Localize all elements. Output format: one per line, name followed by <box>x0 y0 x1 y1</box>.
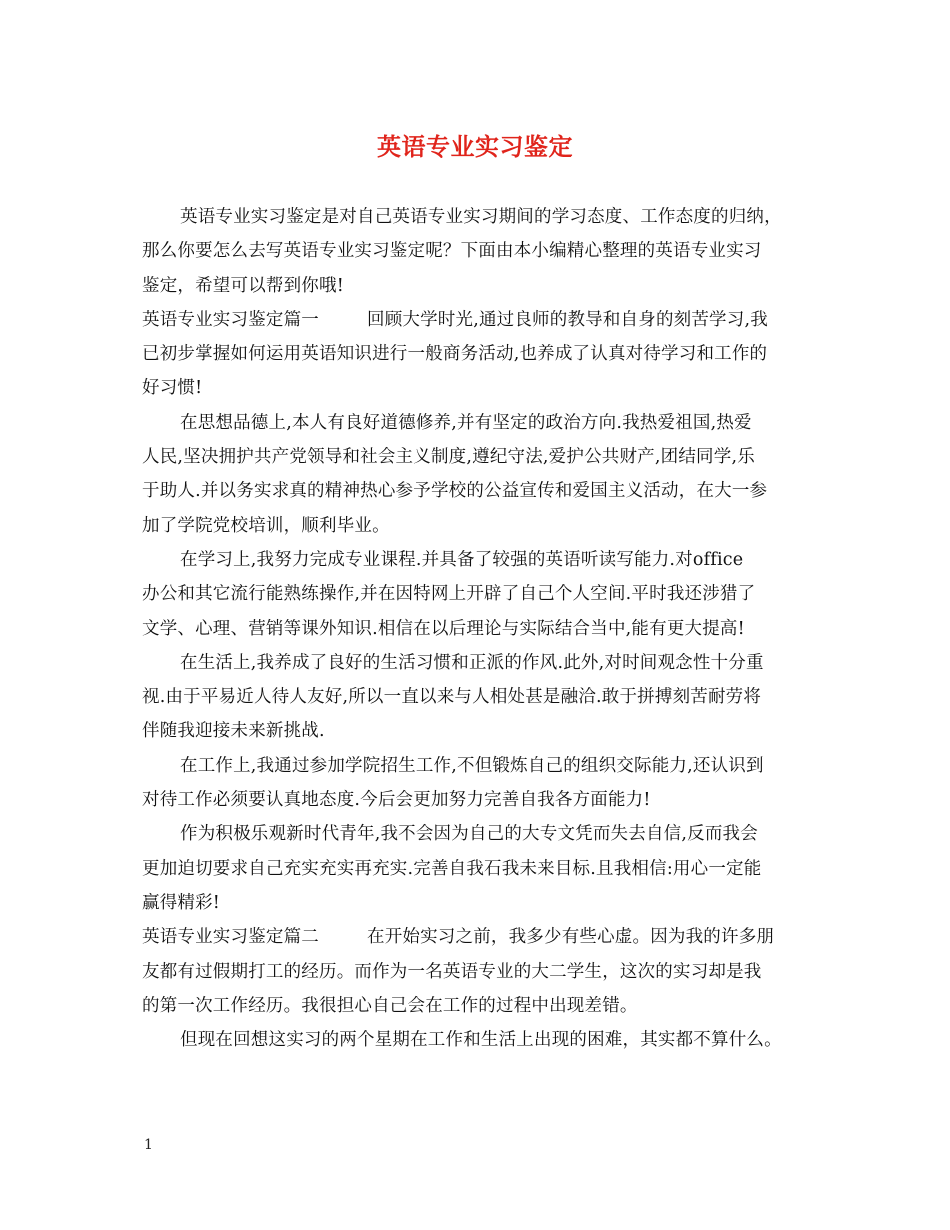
intro-line: 英语专业实习鉴定是对自己英语专业实习期间的学习态度、工作态度的归纳， <box>180 207 782 227</box>
life-line: 在生活上,我养成了良好的生活习惯和正派的作风.此外,对时间观念性十分重 <box>180 652 764 673</box>
page-number: 1 <box>144 1137 153 1153</box>
section-two-text: 在开始实习之前，我多少有些心虚。因为我的许多朋 <box>367 927 775 948</box>
moral-line: 人民,坚决拥护共产党领导和社会主义制度,遵纪守法,爱护公共财产,团结同学,乐 <box>142 447 755 468</box>
study-line: 在学习上,我努力完成专业课程.并具备了较强的英语听读写能力.对office <box>180 549 744 570</box>
intro-line: 鉴定，希望可以帮到你哦! <box>142 275 344 296</box>
youth-line: 更加迫切要求自己充实充实再充实.完善自我石我未来目标.且我相信:用心一定能 <box>142 858 762 879</box>
section-two-line: 友都有过假期打工的经历。而作为一名英语专业的大二学生，这次的实习却是我 <box>142 961 762 982</box>
section-two-heading: 英语专业实习鉴定篇二 <box>142 927 319 948</box>
work-line: 在工作上,我通过参加学院招生工作,不但锻炼自己的组织交际能力,还认识到 <box>180 755 764 776</box>
section-one-first-line <box>142 303 810 337</box>
document-title: 英语专业实习鉴定 <box>377 132 573 161</box>
section-one-heading: 英语专业实习鉴定篇一 <box>142 309 319 330</box>
moral-line: 加了学院党校培训，顺利毕业。 <box>142 515 390 536</box>
work-line: 对待工作必须要认真地态度.今后会更加努力完善自我各方面能力! <box>142 790 651 811</box>
section-two-line: 的第一次工作经历。我很担心自己会在工作的过程中出现差错。 <box>142 995 638 1016</box>
section-one-line: 已初步掌握如何运用英语知识进行一般商务活动,也养成了认真对待学习和工作的 <box>142 344 768 365</box>
study-line: 办公和其它流行能熟练操作,并在因特网上开辟了自己个人空间.平时我还涉猎了 <box>142 584 756 605</box>
study-line: 文学、心理、营销等课外知识.相信在以后理论与实际结合当中,能有更大提高! <box>142 618 745 639</box>
moral-line: 在思想品德上,本人有良好道德修养,并有坚定的政治方向.我热爱祖国,热爱 <box>180 412 752 433</box>
moral-line: 于助人.并以务实求真的精神热心参予学校的公益宣传和爱国主义活动，在大一参 <box>142 481 768 502</box>
life-line: 视.由于平易近人待人友好,所以一直以来与人相处甚是融洽.敢于拼搏刻苦耐劳将 <box>142 687 762 708</box>
document-body <box>142 200 810 1057</box>
youth-line: 赢得精彩! <box>142 892 221 913</box>
youth-line: 作为积极乐观新时代青年,我不会因为自己的大专文凭而失去自信,反而我会 <box>180 824 758 845</box>
section-one-line: 好习惯! <box>142 378 203 399</box>
intro-line: 那么你要怎么去写英语专业实习鉴定呢？下面由本小编精心整理的英语专业实习 <box>142 241 762 262</box>
section-two-first-line <box>142 920 810 954</box>
reflect-line: 但现在回想这实习的两个星期在工作和生活上出现的困难，其实都不算什么。 <box>180 1030 782 1051</box>
section-one-text: 回顾大学时光,通过良师的教导和自身的刻苦学习,我 <box>367 309 768 330</box>
life-line: 伴随我迎接未来新挑战. <box>142 721 325 742</box>
